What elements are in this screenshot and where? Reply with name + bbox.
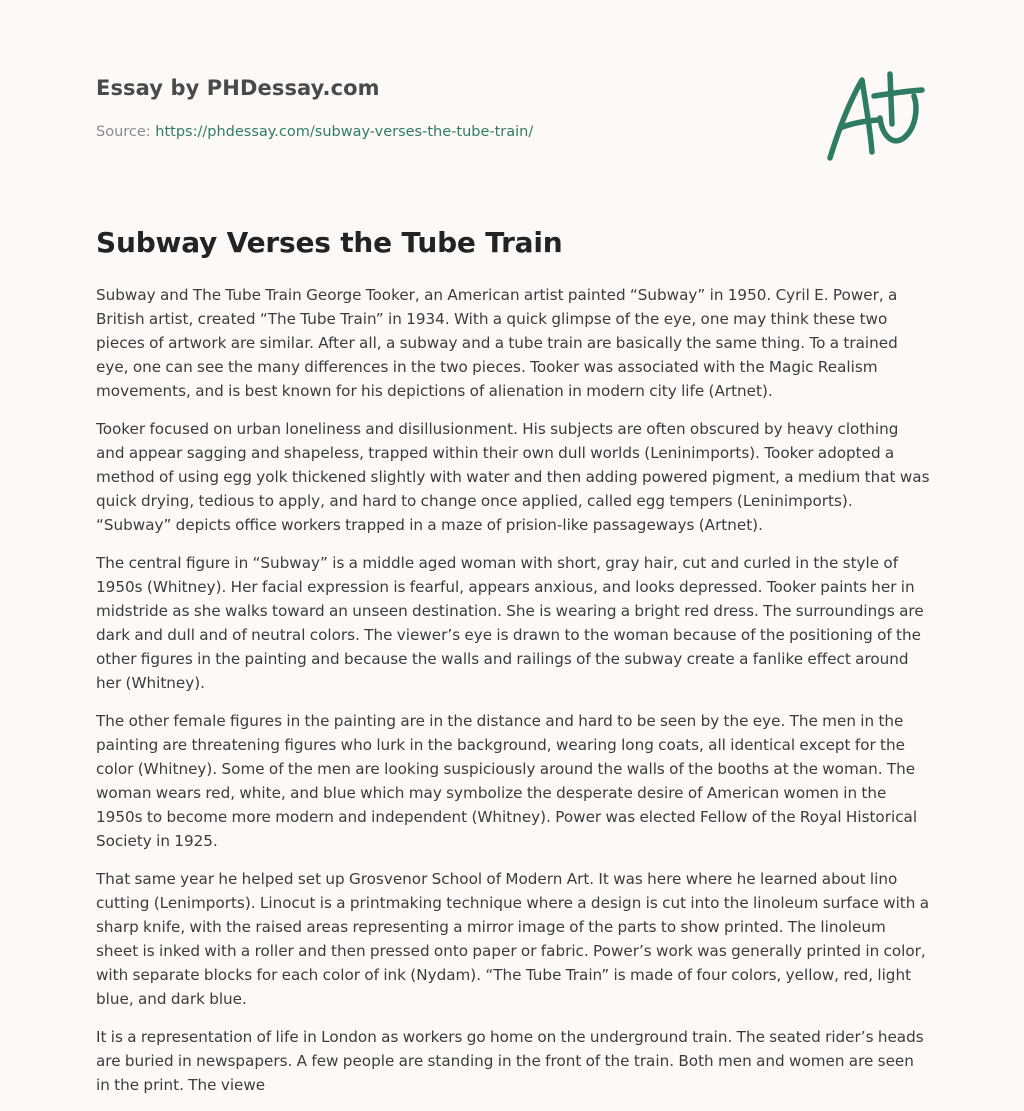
source-line	[96, 124, 533, 140]
paragraph: The other female figures in the painting are in the distance and hard to be seen by the eye. The men in the painting are threatening figures who lurk in the background, wearing long coats, all identical except for the color (Whitney). Some of the men are looking suspiciously around the walls of the booths at the woman. The woman wears red, white, and blue which may symbolize the desperate desire of American women in the 1950s to become more modern and independent (Whitney). Power was elected Fellow of the Royal Historical Society in 1925.	[96, 712, 918, 850]
paragraph: The central figure in “Subway” is a middle aged woman with short, gray hair, cut and curled in the style of 1950s (Whitney). Her facial expression is fearful, appears anxious, and looks depressed. Tooker paints her in midstride as she walks toward an unseen destination. She is wearing a bright red dress. The surroundings are dark and dull and of neutral colors. The viewer’s eye is drawn to the woman because of the positioning of the other figures in the painting and because the walls and railings of the subway create a fanlike effect around her (Whitney).	[96, 554, 924, 692]
a-plus-logo-icon	[822, 66, 928, 166]
site-title: Essay by PHDessay.com	[96, 76, 380, 100]
source-label: Source:	[96, 124, 151, 140]
paragraph: Tooker focused on urban loneliness and disillusionment. His subjects are often obscured by heavy clothing and appear sagging and shapeless, trapped within their own dull worlds (Leninimports). Tooker adopted a method of using egg yolk thickened slightly with water and then adding powered pigment, a medium that was quick drying, tedious to apply, and hard to change once applied, called egg tempers (Leninimports). “Subway” depicts office workers trapped in a maze of prision-like passageways (Artnet).	[96, 420, 930, 534]
paragraph: It is a representation of life in London as workers go home on the underground train. The seated rider’s heads are buried in newspapers. A few people are standing in the front of the train. Both men and women are seen in the print. The viewe	[96, 1028, 924, 1094]
paragraph: That same year he helped set up Grosvenor School of Modern Art. It was here where he learned about lino cutting (Lenimports). Linocut is a printmaking technique where a design is cut into the linoleum surface with a sharp knife, with the raised areas representing a mirror image of the parts to show printed. The linoleum sheet is inked with a roller and then pressed onto paper or fabric. Power’s work was generally printed in color, with separate blocks for each color of ink (Nydam). “The Tube Train” is made of four colors, yellow, red, light blue, and dark blue.	[96, 870, 930, 1008]
essay-title: Subway Verses the Tube Train	[96, 226, 563, 259]
paragraph: Subway and The Tube Train George Tooker, an American artist painted “Subway” in 1950. Cyril E. Power, a British artist, created “The Tube Train” in 1934. With a quick glimpse of the eye, one may think these two pieces of artwork are similar. After all, a subway and a tube train are basically the same thing. To a trained eye, one can see the many differences in the two pieces. Tooker was associated with the Magic Realism movements, and is best known for his depictions of alienation in modern city life (Artnet).	[96, 286, 898, 400]
essay-body	[96, 283, 931, 1111]
source-link[interactable]: https://phdessay.com/subway-verses-the-tube-train/	[155, 124, 534, 140]
